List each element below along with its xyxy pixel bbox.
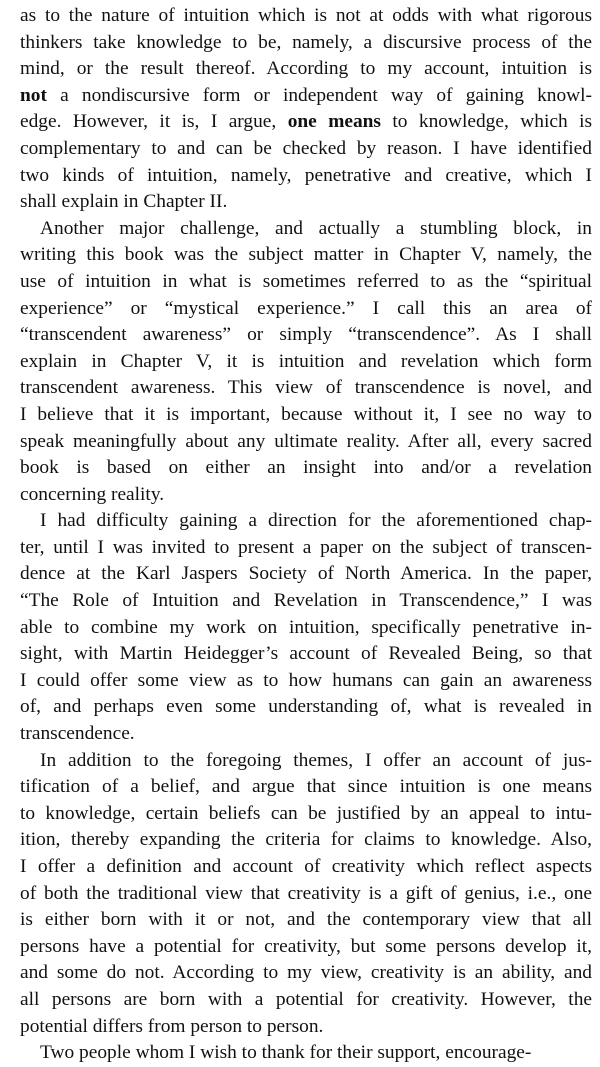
text-line <box>20 1014 592 1041</box>
text-line <box>20 349 592 376</box>
text-run: speak meaningfully about any ultimate reality. After all, every sacred <box>20 430 592 452</box>
text-run: of both the traditional view that creativity is a gift of genius, i.e., one <box>20 882 592 904</box>
text-run: writing this book was the subject matter in Chapter V, namely, the <box>20 244 592 266</box>
text-line <box>20 3 592 30</box>
text-run: to knowledge, certain beliefs can be justified by an appeal to intu- <box>20 802 592 824</box>
text-line <box>20 322 592 349</box>
text-run: I believe that it is important, because without it, I see no way to <box>20 403 592 425</box>
text-run: ition, thereby expanding the criteria for claims to knowledge. Also, <box>20 829 592 851</box>
text-run: potential differs from person to person. <box>20 1015 324 1037</box>
text-run: book is based on either an insight into and/or a revelation <box>20 457 592 479</box>
text-line <box>20 455 592 482</box>
text-line <box>20 668 592 695</box>
text-run: a nondiscursive form or independent way of gaining knowl- <box>46 84 592 106</box>
text-line <box>20 163 592 190</box>
paragraph <box>20 1040 592 1067</box>
text-run: concerning reality. <box>20 483 165 505</box>
body-text <box>20 3 592 1067</box>
text-run: In addition to the foregoing themes, I offer an account of jus- <box>40 749 592 771</box>
text-run: explain in Chapter V, it is intuition and revelation which form <box>20 350 592 372</box>
text-line <box>20 109 592 136</box>
text-line <box>20 881 592 908</box>
paragraph <box>20 216 592 509</box>
text-run: two kinds of intuition, namely, penetrative and creative, which I <box>20 164 592 186</box>
text-line <box>20 934 592 961</box>
text-run: Two people whom I wish to thank for their support, encourage- <box>40 1042 532 1064</box>
text-run: all persons are born with a potential for creativity. However, the <box>20 988 592 1010</box>
text-run: I offer a definition and account of creativity which reflect aspects <box>20 856 592 877</box>
text-line <box>20 694 592 721</box>
text-run: to knowledge, which is <box>380 111 592 133</box>
text-line <box>20 402 592 429</box>
text-line <box>20 907 592 934</box>
text-line <box>20 721 592 748</box>
text-line <box>20 561 592 588</box>
text-run: able to combine my work on intuition, specifically penetrative in- <box>20 616 592 638</box>
text-run: is either born with it or not, and the contemporary view that all <box>20 909 592 931</box>
text-line <box>20 482 592 509</box>
text-line <box>20 375 592 402</box>
text-run: sight, with Martin Heidegger’s account of Revealed Being, so that <box>20 643 592 665</box>
text-run: use of intuition in what is sometimes referred to as the “spiritual <box>20 270 592 292</box>
paragraph <box>20 3 592 216</box>
text-run: thinkers take knowledge to be, namely, a discursive process of the <box>20 31 592 53</box>
text-run: experience” or “mystical experience.” I call this an area of <box>20 297 592 319</box>
text-run: dence at the Karl Jaspers Society of North America. In the paper, <box>20 563 592 585</box>
text-line <box>20 136 592 163</box>
text-run: ter, until I was invited to present a paper on the subject of transcen- <box>20 536 592 558</box>
text-line <box>20 429 592 456</box>
text-run: transcendence. <box>20 723 135 745</box>
text-line <box>20 269 592 296</box>
text-line <box>20 748 592 775</box>
text-line <box>20 774 592 801</box>
text-line <box>20 588 592 615</box>
text-line <box>20 1040 592 1067</box>
text-line <box>20 615 592 642</box>
text-run: Another major challenge, and actually a stumbling block, in <box>40 217 592 239</box>
text-run: “transcendent awareness” or simply “transcendence”. As I shall <box>20 324 592 346</box>
text-line <box>20 296 592 323</box>
text-run: and some do not. According to my view, creativity is an ability, and <box>20 962 592 984</box>
text-line <box>20 854 592 881</box>
text-line <box>20 535 592 562</box>
text-line <box>20 216 592 243</box>
text-run: transcendent awareness. This view of transcendence is novel, and <box>20 377 592 399</box>
text-line <box>20 83 592 110</box>
bold-text-run: not <box>20 84 47 106</box>
paragraph <box>20 748 592 1041</box>
text-line <box>20 56 592 83</box>
bold-text-run: one means <box>287 111 381 133</box>
text-run: shall explain in Chapter II. <box>20 191 228 213</box>
text-run: tification of a belief, and argue that since intuition is one means <box>20 776 592 798</box>
text-line <box>20 189 592 216</box>
text-line <box>20 508 592 535</box>
text-run: of, and perhaps even some understanding of, what is revealed in <box>20 696 592 718</box>
text-run: as to the nature of intuition which is not at odds with what rigorous <box>20 5 592 26</box>
text-run: edge. However, it is, I argue, <box>20 111 288 133</box>
text-line <box>20 641 592 668</box>
text-line <box>20 30 592 57</box>
text-line <box>20 960 592 987</box>
text-line <box>20 242 592 269</box>
text-line <box>20 801 592 828</box>
text-run: I could offer some view as to how humans can gain an awareness <box>20 669 592 691</box>
text-run: I had difficulty gaining a direction for the aforementioned chap- <box>40 510 592 532</box>
text-line <box>20 987 592 1014</box>
text-line <box>20 827 592 854</box>
text-run: “The Role of Intuition and Revelation in Transcendence,” I was <box>20 590 592 612</box>
text-run: mind, or the result thereof. According to my account, intuition is <box>20 58 592 80</box>
text-run: complementary to and can be checked by reason. I have identified <box>20 137 592 159</box>
paragraph <box>20 508 592 747</box>
text-run: persons have a potential for creativity, but some persons develop it, <box>20 935 592 957</box>
